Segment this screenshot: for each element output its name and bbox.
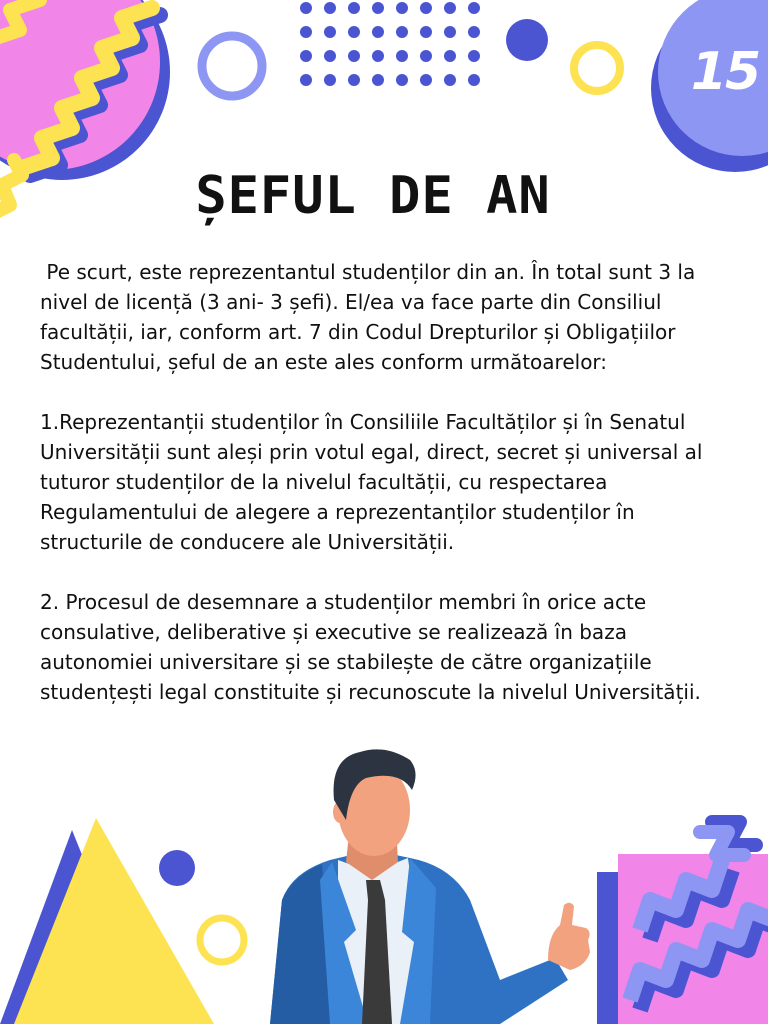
paragraph-point-2: 2. Procesul de desemnare a studenților membri în orice acte consulative, deliberative și executive se realizează în baza autonomiei universitare și se stabilește de către organizațiile studențești legal constituite și recunoscute la nivelul Universității. — [40, 590, 701, 704]
paragraph-intro: Pe scurt, este reprezentantul studenților din an. În total sunt 3 la nivel de licență (3 ani- 3 șefi). El/ea va face parte din Consiliul facultății, iar, conform art. 7 din Codul Drepturilor și Obligațiilor Studentului, șeful de an este ales conform următoarelor: — [40, 260, 702, 374]
yellow-ring — [574, 45, 620, 91]
lavender-ring — [202, 36, 262, 96]
body-text — [40, 257, 730, 707]
paragraph-point-1: 1.Reprezentanții studenților în Consiliile Facultăților și în Senatul Universității sunt aleși prin votul egal, direct, secret și universal al tuturor studenților de la nivelul facultății, cu respectarea Regulamentului de alegere a reprezentanților studenților în structurile de conducere ale Universității. — [40, 410, 709, 554]
businessman-illustration — [270, 749, 590, 1024]
bottom-right-decoration — [597, 822, 768, 1024]
page-title: ȘEFUL DE AN — [195, 166, 551, 226]
bottom-left-decoration — [0, 818, 244, 1024]
dot-grid — [300, 2, 480, 86]
page-number: 15 — [690, 42, 760, 102]
blue-dot — [506, 19, 548, 61]
